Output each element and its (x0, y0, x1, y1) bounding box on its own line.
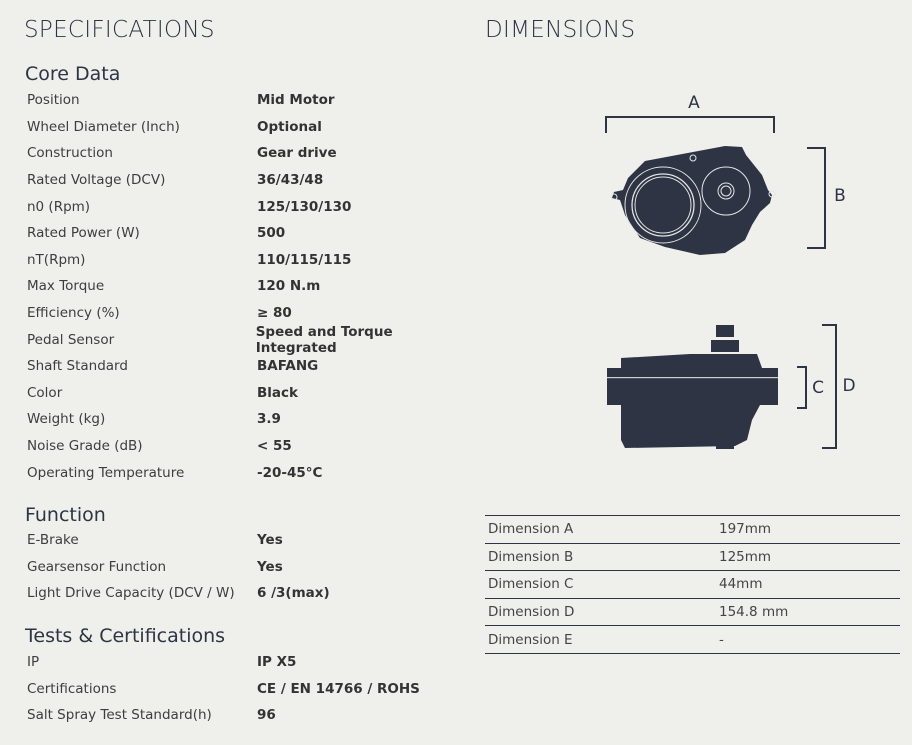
spec-value: -20-45°C (257, 464, 323, 481)
dimension-a-bracket (606, 117, 774, 133)
spec-value: 500 (257, 225, 286, 242)
motor-side-view-icon (611, 146, 775, 255)
spec-value: 3.9 (257, 411, 281, 428)
dimensions-title: DIMENSIONS (485, 17, 636, 43)
spec-label: Salt Spray Test Standard(h) (27, 707, 212, 724)
spec-label: Noise Grade (dB) (27, 438, 143, 455)
spec-value: Speed and Torque Integrated (255, 323, 393, 356)
dimension-row (485, 544, 900, 572)
spec-value: Mid Motor (257, 92, 335, 109)
label-c: C (812, 378, 824, 398)
spec-label: Certifications (27, 680, 117, 697)
dimension-b-bracket (807, 148, 825, 248)
spec-value: 120 N.m (257, 278, 321, 295)
dimension-value: - (719, 631, 724, 648)
dimension-d-bracket (822, 325, 836, 448)
section-heading-tests: Tests & Certifications (25, 625, 226, 647)
spec-label: Light Drive Capacity (DCV / W) (27, 585, 235, 602)
label-a: A (688, 93, 700, 113)
dimension-row (485, 599, 900, 627)
spec-value: Optional (257, 118, 322, 135)
spec-label: Rated Power (W) (27, 225, 140, 242)
label-d: D (842, 376, 856, 396)
section-heading-core-data: Core Data (25, 63, 121, 85)
spec-value: < 55 (257, 438, 292, 455)
spec-value: Gear drive (257, 145, 337, 162)
spec-value: ≥ 80 (257, 305, 292, 322)
spec-label: Construction (27, 145, 113, 162)
dimension-row (485, 571, 900, 599)
spec-label: Color (27, 384, 63, 401)
label-b: B (834, 186, 846, 206)
spec-value: 36/43/48 (257, 172, 324, 189)
dimension-value: 197mm (719, 521, 772, 538)
spec-value: 6 /3(max) (257, 585, 330, 602)
spec-value: 110/115/115 (257, 251, 352, 268)
dimension-value: 44mm (719, 576, 763, 593)
spec-value: Yes (257, 558, 283, 575)
dimension-c-bracket (797, 367, 806, 408)
dimension-value: 154.8 mm (719, 604, 789, 621)
spec-label: Position (27, 92, 80, 109)
dimension-label: Dimension E (488, 631, 573, 648)
spec-value: CE / EN 14766 / ROHS (257, 680, 420, 697)
spec-value: IP X5 (257, 654, 297, 671)
spec-value: 125/130/130 (257, 198, 352, 215)
spec-label: n0 (Rpm) (27, 198, 91, 215)
spec-label: Rated Voltage (DCV) (27, 172, 166, 189)
spec-label: nT(Rpm) (27, 251, 86, 268)
spec-value: BAFANG (257, 358, 319, 375)
motor-front-view-icon (607, 325, 778, 449)
spec-label: Wheel Diameter (Inch) (27, 118, 180, 135)
spec-label: Max Torque (27, 278, 105, 295)
spec-label: Gearsensor Function (27, 558, 167, 575)
section-heading-function: Function (25, 504, 106, 526)
dimension-value: 125mm (719, 548, 772, 565)
dimension-label: Dimension D (488, 604, 575, 621)
dimension-label: Dimension A (488, 521, 574, 538)
spec-value: Yes (257, 532, 283, 549)
spec-label: Efficiency (%) (27, 305, 120, 322)
specifications-title: SPECIFICATIONS (24, 17, 215, 43)
spec-label: Pedal Sensor (27, 331, 115, 348)
spec-label: IP (27, 654, 40, 671)
spec-label: Weight (kg) (27, 411, 106, 428)
spec-value: 96 (257, 707, 276, 724)
dimension-row (485, 516, 900, 544)
spec-label: Operating Temperature (27, 464, 185, 481)
spec-label: Shaft Standard (27, 358, 128, 375)
dimension-row (485, 626, 900, 654)
dimension-label: Dimension B (488, 548, 574, 565)
dimension-label: Dimension C (488, 576, 574, 593)
dimensions-table (485, 515, 900, 654)
spec-label: E-Brake (27, 532, 79, 549)
spec-value: Black (257, 384, 299, 401)
